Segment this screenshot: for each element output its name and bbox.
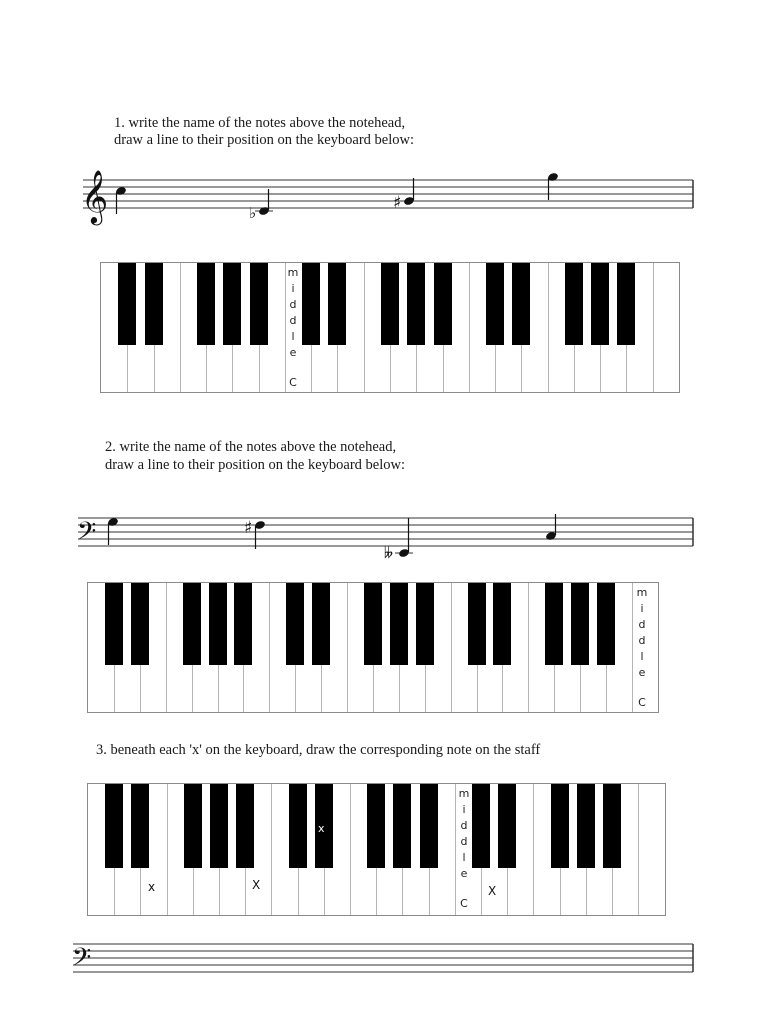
black-key [302, 263, 320, 345]
black-key [416, 583, 434, 665]
middle-c-label-letter: m [458, 787, 470, 800]
black-key [131, 784, 149, 868]
black-key [367, 784, 385, 868]
sharp-symbol: ♯ [244, 518, 253, 538]
instruction-line: 1. write the name of the notes above the notehead, [114, 115, 406, 131]
black-key [545, 583, 563, 665]
black-key [577, 784, 595, 868]
black-key [498, 784, 516, 868]
black-key [381, 263, 399, 345]
piano-keyboard [100, 262, 680, 393]
black-key [118, 263, 136, 345]
piano-keyboard [87, 783, 666, 916]
black-key [591, 263, 609, 345]
middle-c-label-letter: e [638, 666, 646, 679]
key-mark-x: x [148, 880, 156, 894]
white-key-divider [469, 263, 470, 392]
black-key [565, 263, 583, 345]
piano-keyboard [87, 582, 659, 713]
black-key [617, 263, 635, 345]
black-key [210, 784, 228, 868]
black-key [250, 263, 268, 345]
key-mark-x: x [318, 822, 325, 835]
middle-c-label-letter: l [640, 650, 644, 663]
middle-c-label-letter: i [291, 282, 295, 295]
note [115, 186, 127, 214]
middle-c-label-letter: d [289, 298, 297, 311]
middle-c-label-letter: d [638, 618, 646, 631]
black-key [472, 784, 490, 868]
black-key [236, 784, 254, 868]
note [107, 517, 119, 545]
instruction-line: draw a line to their position on the keyboard below: [114, 132, 414, 148]
black-key [286, 583, 304, 665]
white-key-divider [653, 263, 654, 392]
white-key-divider [548, 263, 549, 392]
sharp-symbol: ♯ [393, 193, 402, 213]
middle-c-label-letter: C [638, 696, 646, 709]
key-mark-x: X [488, 884, 497, 898]
black-key [486, 263, 504, 345]
black-key [234, 583, 252, 665]
middle-c-label-letter: i [640, 602, 644, 615]
black-key [131, 583, 149, 665]
black-key [407, 263, 425, 345]
white-key-divider [533, 784, 534, 915]
black-key [390, 583, 408, 665]
black-key [420, 784, 438, 868]
white-key-divider [166, 583, 167, 712]
black-key [493, 583, 511, 665]
middle-c-label-letter: C [460, 897, 468, 910]
black-key [603, 784, 621, 868]
instruction-line: draw a line to their position on the keyboard below: [105, 457, 405, 473]
black-key [312, 583, 330, 665]
exercise-3-instructions: 3. beneath each 'x' on the keyboard, draw the corresponding note on the staff [96, 742, 541, 758]
middle-c-label [635, 585, 649, 711]
key-mark-x: X [252, 878, 261, 892]
treble-staff [75, 160, 700, 230]
white-key-divider [455, 784, 456, 915]
black-key [512, 263, 530, 345]
flat-symbol: ♭ [249, 204, 257, 222]
white-key-divider [364, 263, 365, 392]
white-key-divider [271, 784, 272, 915]
middle-c-label-letter: l [291, 330, 295, 343]
middle-c-label-letter: d [460, 835, 468, 848]
black-key [105, 784, 123, 868]
bass-staff [75, 500, 700, 570]
middle-c-label-letter: m [636, 586, 648, 599]
middle-c-label-letter: d [289, 314, 297, 327]
black-key [183, 583, 201, 665]
black-key [197, 263, 215, 345]
black-key [289, 784, 307, 868]
middle-c-label-letter: i [462, 803, 466, 816]
black-key [328, 263, 346, 345]
white-key-divider [269, 583, 270, 712]
treble-clef-symbol: 𝄞 [81, 169, 109, 223]
middle-c-label-letter: d [460, 819, 468, 832]
bass-staff-empty [70, 930, 700, 980]
black-key [209, 583, 227, 665]
white-key-divider [638, 784, 639, 915]
middle-c-label [457, 786, 471, 912]
white-key-divider [350, 784, 351, 915]
black-key [468, 583, 486, 665]
black-key [145, 263, 163, 345]
white-key-divider [167, 784, 168, 915]
black-key [184, 784, 202, 868]
middle-c-label [286, 265, 300, 391]
black-key [597, 583, 615, 665]
white-key-divider [180, 263, 181, 392]
double-flat-symbol: 𝄫 [384, 544, 394, 562]
middle-c-label-letter: d [638, 634, 646, 647]
black-key [105, 583, 123, 665]
black-key [434, 263, 452, 345]
white-key-divider [632, 583, 633, 712]
bass-clef-symbol: 𝄢 [77, 517, 97, 552]
white-key-divider [528, 583, 529, 712]
black-key [551, 784, 569, 868]
note [244, 518, 266, 549]
middle-c-label-letter: m [287, 266, 299, 279]
middle-c-label-letter: e [289, 346, 297, 359]
black-key [571, 583, 589, 665]
note [547, 172, 559, 200]
middle-c-label-letter: e [460, 867, 468, 880]
middle-c-label-letter: l [462, 851, 466, 864]
white-key-divider [347, 583, 348, 712]
black-key [393, 784, 411, 868]
black-key [223, 263, 241, 345]
white-key-divider [451, 583, 452, 712]
black-key [364, 583, 382, 665]
instruction-line: 2. write the name of the notes above the notehead, [105, 439, 397, 455]
middle-c-label-letter: C [289, 376, 297, 389]
bass-clef-symbol: 𝄢 [72, 943, 92, 978]
